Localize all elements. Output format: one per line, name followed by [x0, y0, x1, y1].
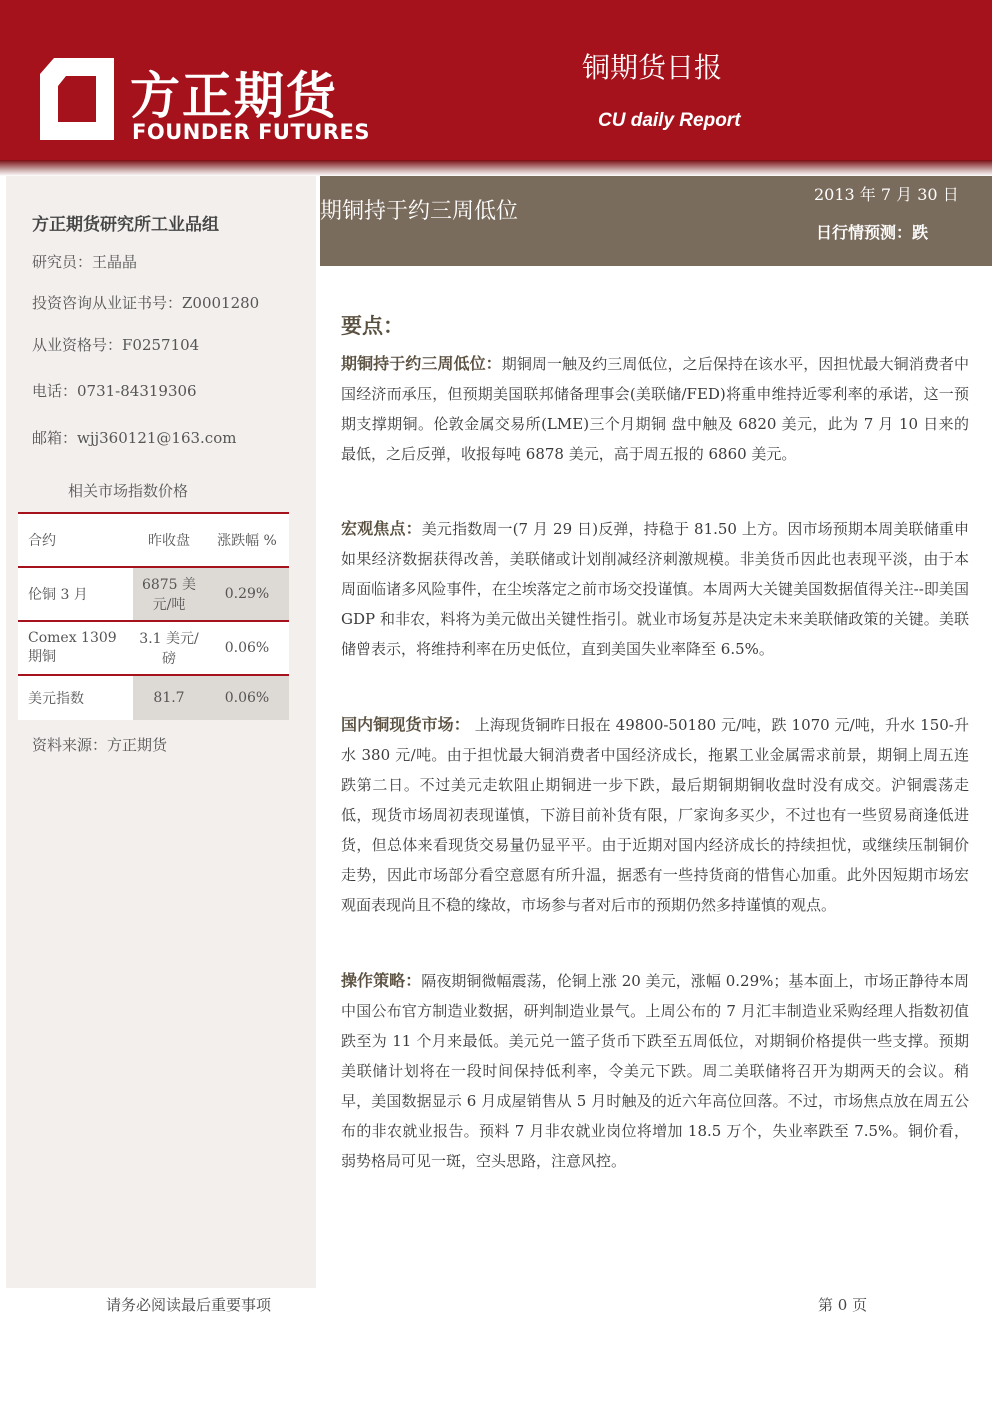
col-header-close: 昨收盘	[133, 513, 205, 567]
founder-logo-icon	[40, 58, 114, 140]
report-title-cn: 铜期货日报	[582, 51, 723, 84]
footer-notice: 请务必阅读最后重要事项	[106, 1296, 272, 1314]
section-label: 期铜持于约三周低位：	[341, 354, 502, 373]
contract-cell: 美元指数	[18, 675, 133, 720]
table-header-row	[18, 513, 289, 567]
report-header	[0, 0, 992, 160]
section-copper-low	[341, 349, 969, 469]
table-row	[18, 621, 289, 675]
consulting-cert: 投资咨询从业证书号：Z0001280	[32, 294, 260, 312]
daily-forecast: 日行情预测：跌	[816, 223, 929, 242]
email-address[interactable]: 邮箱：wjj360121@163.com	[32, 429, 237, 447]
section-text: 期铜周一触及约三周低位，之后保持在该水平，因担忧最大铜消费者中国经济而承压，但预期美国联邦储备理事会(美联储/FED)将重申维持近零利率的承诺，这一预期支撑期铜。伦敦金属交易所(LME)三个月期铜 盘中触及 6820 美元，此为 7 月 10 日来的最低，之后反弹，收报每吨 6878 美元，高于周五报的 6860 美元。	[341, 355, 969, 463]
close-cell: 6875 美元/吨	[133, 567, 205, 621]
logo-chinese-name: 方正期货	[130, 67, 338, 125]
researcher-name: 研究员：王晶晶	[32, 253, 138, 271]
title-bar	[320, 176, 992, 266]
data-source: 资料来源：方正期货	[32, 736, 168, 754]
contract-cell: 伦铜 3 月	[18, 567, 133, 621]
report-date: 2013 年 7 月 30 日	[814, 185, 959, 204]
change-cell: 0.06%	[205, 675, 289, 720]
key-points-heading: 要点：	[341, 314, 404, 338]
table-row	[18, 567, 289, 621]
section-macro	[341, 514, 969, 664]
header-divider	[0, 160, 992, 176]
contract-cell: Comex 1309 期铜	[18, 621, 133, 675]
page-number: 第 0 页	[818, 1296, 868, 1314]
research-group: 方正期货研究所工业品组	[32, 215, 219, 235]
qualification-number: 从业资格号：F0257104	[32, 336, 200, 354]
col-header-contract: 合约	[18, 513, 133, 567]
change-cell: 0.06%	[205, 621, 289, 675]
section-text: 上海现货铜昨日报在 49800-50180 元/吨，跌 1070 元/吨，升水 150-升水 380 元/吨。由于担忧最大铜消费者中国经济成长，拖累工业金属需求前景，期铜上周五连跌第二日。不过美元走软阻止期铜进一步下跌，最后期铜期铜收盘时没有成交。沪铜震荡走低，现货市场周初表现谨慎，下游目前补货有限，厂家询多买少，不过也有一些贸易商逢低进货，但总体来看现货交易量仍显平平。由于近期对国内经济成长的持续担忧，或继续压制铜价走势，因此市场部分看空意愿有所升温，据悉有一些持货商的惜售心加重。此外因短期市场宏观面表现尚且不稳的缘故，市场参与者对后市的预期仍然多持谨慎的观点。	[341, 716, 969, 914]
section-text: 隔夜期铜微幅震荡，伦铜上涨 20 美元，涨幅 0.29%；基本面上，市场正静待本周中国公布官方制造业数据，研判制造业景气。上周公布的 7 月汇丰制造业采购经理人指数初值跌至为 11 个月来最低。美元兑一篮子货币下跌至五周低位，对期铜价格提供一些支撑。预期美联储计划将在一段时间保持低利率，令美元下跌。周二美联储将召开为期两天的会议。稍早，美国数据显示 6 月成屋销售从 5 月时触及的近六年高位回落。不过，市场焦点放在周五公布的非农就业报告。预料 7 月非农就业岗位将增加 18.5 万个，失业率跌至 7.5%。铜价看，弱势格局可见一斑，空头思路，注意风控。	[341, 972, 969, 1170]
phone-number: 电话：0731-84319306	[32, 382, 197, 400]
col-header-change: 涨跌幅 %	[205, 513, 289, 567]
section-text: 美元指数周一(7 月 29 日)反弹，持稳于 81.50 上方。因市场预期本周美联储重申如果经济数据获得改善，美联储或计划削减经济刺激规模。非美货币因此也表现平淡，由于本周面临诸多风险事件，在尘埃落定之前市场交投谨慎。本周两大关键美国数据值得关注--即美国 GDP 和非农，料将为美元做出关键性指引。就业市场复苏是决定未来美联储政策的关键。美联储曾表示，将维持利率在历史低位，直到美国失业率降至 6.5%。	[341, 520, 969, 658]
table-row	[18, 675, 289, 720]
report-headline: 期铜持于约三周低位	[320, 199, 519, 224]
logo-english-name: FOUNDER FUTURES	[132, 120, 370, 144]
close-cell: 81.7	[133, 675, 205, 720]
report-title-en: CU daily Report	[598, 110, 741, 131]
section-label: 操作策略：	[341, 971, 422, 990]
section-domestic-spot	[341, 710, 969, 920]
section-strategy	[341, 966, 969, 1176]
close-cell: 3.1 美元/磅	[133, 621, 205, 675]
section-label: 宏观焦点：	[341, 519, 422, 538]
section-label: 国内铜现货市场：	[341, 715, 470, 734]
change-cell: 0.29%	[205, 567, 289, 621]
index-table-title: 相关市场指数价格	[68, 482, 189, 500]
market-index-table	[18, 512, 289, 720]
